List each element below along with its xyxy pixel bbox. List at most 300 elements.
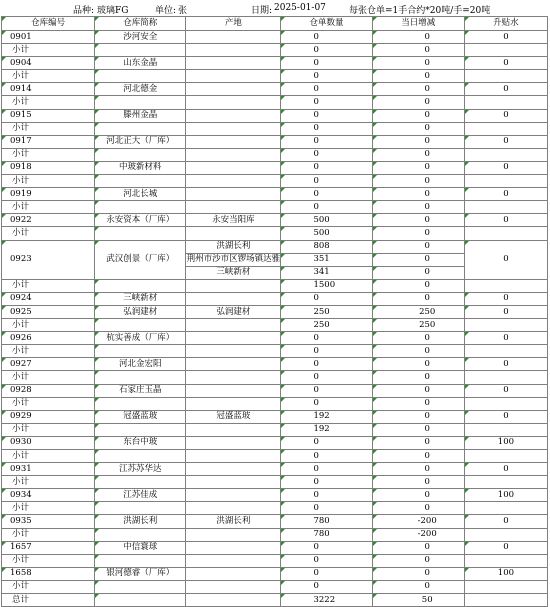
empty-cell xyxy=(464,397,547,410)
table-row xyxy=(2,31,548,44)
origin-place xyxy=(186,332,281,345)
subtotal-label: 小计 xyxy=(2,319,95,332)
premium: 0 xyxy=(464,358,547,371)
subtotal-qty: 0 xyxy=(281,175,372,188)
premium: 0 xyxy=(464,410,547,423)
empty-cell xyxy=(464,227,547,240)
col-header-change: 当日增减 xyxy=(372,17,464,31)
warehouse-code: 1657 xyxy=(2,541,95,554)
premium: 0 xyxy=(464,57,547,70)
premium: 0 xyxy=(464,109,547,122)
receipt-qty: 0 xyxy=(281,31,372,44)
empty-cell xyxy=(186,502,281,515)
warehouse-name: 河北长城 xyxy=(95,188,186,201)
subtotal-qty: 0 xyxy=(281,476,372,489)
empty-cell xyxy=(186,96,281,109)
empty-cell xyxy=(464,594,547,607)
empty-cell xyxy=(186,397,281,410)
empty-cell xyxy=(464,279,547,292)
receipt-qty: 0 xyxy=(281,135,372,148)
table-row xyxy=(2,161,548,174)
subtotal-change: 0 xyxy=(372,423,464,436)
subtotal-qty: 192 xyxy=(281,423,372,436)
subtotal-qty: 0 xyxy=(281,397,372,410)
warehouse-name: 杭实善成（厂库） xyxy=(95,332,186,345)
daily-change: -200 xyxy=(372,515,464,528)
daily-change: 0 xyxy=(372,240,464,253)
subtotal-label: 小计 xyxy=(2,227,95,240)
subtotal-row xyxy=(2,397,548,410)
subtotal-qty: 0 xyxy=(281,70,372,83)
subtotal-qty: 0 xyxy=(281,96,372,109)
subtotal-label: 小计 xyxy=(2,345,95,358)
origin-place xyxy=(186,384,281,397)
receipt-qty: 0 xyxy=(281,384,372,397)
subtotal-qty: 0 xyxy=(281,148,372,161)
subtotal-label: 小计 xyxy=(2,423,95,436)
warehouse-code: 0924 xyxy=(2,292,95,305)
empty-cell xyxy=(186,528,281,541)
premium: 0 xyxy=(464,240,547,279)
subtotal-row xyxy=(2,227,548,240)
receipt-qty: 0 xyxy=(281,161,372,174)
empty-cell xyxy=(186,148,281,161)
variety-value: 玻璃FG xyxy=(97,6,129,16)
subtotal-change: 0 xyxy=(372,397,464,410)
warehouse-name: 沙河安全 xyxy=(95,31,186,44)
table-row xyxy=(2,292,548,305)
subtotal-qty: 1500 xyxy=(281,279,372,292)
empty-cell xyxy=(95,175,186,188)
warehouse-name: 中信寰球 xyxy=(95,541,186,554)
subtotal-row xyxy=(2,345,548,358)
subtotal-change: 0 xyxy=(372,44,464,57)
warehouse-name: 河北正大（厂库） xyxy=(95,135,186,148)
daily-change: 0 xyxy=(372,332,464,345)
empty-cell xyxy=(95,580,186,593)
subtotal-row xyxy=(2,44,548,57)
daily-change: 0 xyxy=(372,135,464,148)
subtotal-row xyxy=(2,502,548,515)
empty-cell xyxy=(186,279,281,292)
origin-place: 冠盛蓝玻 xyxy=(186,410,281,423)
warehouse-name: 中玻新材料 xyxy=(95,161,186,174)
empty-cell xyxy=(95,476,186,489)
empty-cell xyxy=(464,450,547,463)
premium: 100 xyxy=(464,567,547,580)
table-row xyxy=(2,463,548,476)
premium: 0 xyxy=(464,515,547,528)
subtotal-label: 小计 xyxy=(2,279,95,292)
table-row xyxy=(2,109,548,122)
receipt-qty: 780 xyxy=(281,515,372,528)
premium: 0 xyxy=(464,161,547,174)
col-header-place: 产地 xyxy=(186,17,281,31)
table-body xyxy=(2,31,548,607)
premium: 100 xyxy=(464,436,547,449)
subtotal-change: 0 xyxy=(372,227,464,240)
table-row xyxy=(2,214,548,227)
subtotal-row xyxy=(2,148,548,161)
warehouse-code: 0914 xyxy=(2,83,95,96)
warehouse-code: 0934 xyxy=(2,489,95,502)
empty-cell xyxy=(95,70,186,83)
daily-change: 0 xyxy=(372,253,464,266)
col-header-premium: 升贴水 xyxy=(464,17,547,31)
origin-place xyxy=(186,109,281,122)
subtotal-label: 小计 xyxy=(2,96,95,109)
subtotal-change: 0 xyxy=(372,201,464,214)
receipt-qty: 250 xyxy=(281,305,372,318)
subtotal-qty: 0 xyxy=(281,554,372,567)
empty-cell xyxy=(464,122,547,135)
empty-cell xyxy=(464,476,547,489)
warehouse-name: 山东金晶 xyxy=(95,57,186,70)
table-row xyxy=(2,57,548,70)
subtotal-row xyxy=(2,594,548,607)
origin-place xyxy=(186,188,281,201)
subtotal-label: 小计 xyxy=(2,122,95,135)
receipt-qty: 0 xyxy=(281,292,372,305)
receipt-qty: 0 xyxy=(281,541,372,554)
empty-cell xyxy=(464,319,547,332)
empty-cell xyxy=(464,502,547,515)
subtotal-row xyxy=(2,70,548,83)
col-header-name: 仓库简称 xyxy=(95,17,186,31)
empty-cell xyxy=(95,319,186,332)
subtotal-change: 0 xyxy=(372,345,464,358)
subtotal-row xyxy=(2,554,548,567)
unit-label: 单位: xyxy=(155,6,177,16)
receipt-qty: 0 xyxy=(281,463,372,476)
receipt-qty: 0 xyxy=(281,489,372,502)
empty-cell xyxy=(464,201,547,214)
subtotal-row xyxy=(2,528,548,541)
empty-cell xyxy=(95,528,186,541)
empty-cell xyxy=(186,476,281,489)
empty-cell xyxy=(95,371,186,384)
empty-cell xyxy=(464,528,547,541)
table-row xyxy=(2,240,548,253)
warehouse-name: 冠盛蓝玻 xyxy=(95,410,186,423)
empty-cell xyxy=(464,345,547,358)
receipt-qty: 0 xyxy=(281,436,372,449)
warehouse-code: 0904 xyxy=(2,57,95,70)
subtotal-change: 0 xyxy=(372,122,464,135)
subtotal-label: 小计 xyxy=(2,148,95,161)
empty-cell xyxy=(95,502,186,515)
subtotal-label: 小计 xyxy=(2,528,95,541)
empty-cell xyxy=(95,122,186,135)
col-header-qty: 仓单数量 xyxy=(281,17,372,31)
premium: 100 xyxy=(464,489,547,502)
empty-cell xyxy=(95,279,186,292)
subtotal-change: 0 xyxy=(372,476,464,489)
empty-cell xyxy=(464,175,547,188)
subtotal-qty: 250 xyxy=(281,319,372,332)
origin-place xyxy=(186,135,281,148)
table-row xyxy=(2,489,548,502)
subtotal-row xyxy=(2,201,548,214)
empty-cell xyxy=(464,96,547,109)
table-row xyxy=(2,135,548,148)
empty-cell xyxy=(95,44,186,57)
empty-cell xyxy=(95,450,186,463)
subtotal-label: 小计 xyxy=(2,450,95,463)
origin-place: 弘润建材 xyxy=(186,305,281,318)
empty-cell xyxy=(464,70,547,83)
receipt-qty: 192 xyxy=(281,410,372,423)
empty-cell xyxy=(186,175,281,188)
subtotal-qty: 0 xyxy=(281,580,372,593)
daily-change: 0 xyxy=(372,266,464,279)
daily-change: 250 xyxy=(372,305,464,318)
table-row xyxy=(2,358,548,371)
origin-place: 洪湖长利 xyxy=(186,515,281,528)
warehouse-name: 东台中玻 xyxy=(95,436,186,449)
warehouse-code: 0915 xyxy=(2,109,95,122)
subtotal-row xyxy=(2,423,548,436)
subtotal-label: 小计 xyxy=(2,371,95,384)
origin-place: 永安当阳库 xyxy=(186,214,281,227)
empty-cell xyxy=(186,554,281,567)
subtotal-label: 小计 xyxy=(2,201,95,214)
subtotal-row xyxy=(2,175,548,188)
daily-change: 0 xyxy=(372,83,464,96)
warehouse-name: 永安资本（厂库） xyxy=(95,214,186,227)
subtotal-label: 小计 xyxy=(2,70,95,83)
empty-cell xyxy=(95,148,186,161)
warehouse-code: 0918 xyxy=(2,161,95,174)
subtotal-row xyxy=(2,476,548,489)
receipt-qty: 0 xyxy=(281,332,372,345)
premium: 0 xyxy=(464,188,547,201)
table-row xyxy=(2,305,548,318)
empty-cell xyxy=(186,594,281,607)
subtotal-change: 0 xyxy=(372,175,464,188)
daily-change: 0 xyxy=(372,384,464,397)
empty-cell xyxy=(186,423,281,436)
subtotal-row xyxy=(2,580,548,593)
receipt-qty: 500 xyxy=(281,214,372,227)
origin-place xyxy=(186,567,281,580)
date-label: 日期: xyxy=(251,6,273,16)
daily-change: 0 xyxy=(372,436,464,449)
table-row xyxy=(2,410,548,423)
empty-cell xyxy=(186,122,281,135)
warehouse-name: 武汉创景（厂库） xyxy=(95,240,186,279)
premium: 0 xyxy=(464,463,547,476)
empty-cell xyxy=(186,450,281,463)
empty-cell xyxy=(95,227,186,240)
receipt-qty: 0 xyxy=(281,57,372,70)
empty-cell xyxy=(186,319,281,332)
premium: 0 xyxy=(464,541,547,554)
warehouse-name: 石家庄玉晶 xyxy=(95,384,186,397)
subtotal-qty: 0 xyxy=(281,371,372,384)
subtotal-label: 小计 xyxy=(2,175,95,188)
subtotal-change: 0 xyxy=(372,148,464,161)
receipt-qty: 0 xyxy=(281,83,372,96)
warehouse-code: 0927 xyxy=(2,358,95,371)
warehouse-name: 河北金宏阳 xyxy=(95,358,186,371)
daily-change: 0 xyxy=(372,463,464,476)
empty-cell xyxy=(186,371,281,384)
premium: 0 xyxy=(464,384,547,397)
variety-label: 品种: xyxy=(73,6,95,16)
receipt-qty: 341 xyxy=(281,266,372,279)
empty-cell xyxy=(95,345,186,358)
subtotal-row xyxy=(2,371,548,384)
empty-cell xyxy=(464,554,547,567)
warehouse-code: 0929 xyxy=(2,410,95,423)
subtotal-qty: 0 xyxy=(281,44,372,57)
warehouse-name: 弘润建材 xyxy=(95,305,186,318)
subtotal-label: 小计 xyxy=(2,44,95,57)
warehouse-code: 0919 xyxy=(2,188,95,201)
receipt-qty: 808 xyxy=(281,240,372,253)
subtotal-change: 0 xyxy=(372,450,464,463)
daily-change: 0 xyxy=(372,292,464,305)
premium: 0 xyxy=(464,135,547,148)
warehouse-code: 0928 xyxy=(2,384,95,397)
receipt-qty: 0 xyxy=(281,567,372,580)
warehouse-receipt-table xyxy=(1,16,548,607)
warehouse-name: 滕州金晶 xyxy=(95,109,186,122)
subtotal-label: 总计 xyxy=(2,594,95,607)
table-row xyxy=(2,384,548,397)
daily-change: 0 xyxy=(372,567,464,580)
table-row xyxy=(2,515,548,528)
table-row xyxy=(2,188,548,201)
subtotal-row xyxy=(2,319,548,332)
empty-cell xyxy=(186,227,281,240)
subtotal-row xyxy=(2,450,548,463)
subtotal-qty: 0 xyxy=(281,122,372,135)
subtotal-qty: 0 xyxy=(281,201,372,214)
daily-change: 0 xyxy=(372,109,464,122)
empty-cell xyxy=(95,594,186,607)
subtotal-label: 小计 xyxy=(2,580,95,593)
empty-cell xyxy=(95,201,186,214)
table-row xyxy=(2,436,548,449)
warehouse-code: 0925 xyxy=(2,305,95,318)
premium: 0 xyxy=(464,292,547,305)
table-row xyxy=(2,83,548,96)
subtotal-qty: 0 xyxy=(281,502,372,515)
warehouse-code: 0901 xyxy=(2,31,95,44)
receipt-qty: 0 xyxy=(281,358,372,371)
subtotal-qty: 0 xyxy=(281,450,372,463)
subtotal-change: 0 xyxy=(372,279,464,292)
empty-cell xyxy=(95,397,186,410)
origin-place xyxy=(186,436,281,449)
empty-cell xyxy=(186,345,281,358)
origin-place xyxy=(186,489,281,502)
table-row xyxy=(2,567,548,580)
subtotal-label: 小计 xyxy=(2,476,95,489)
report-header xyxy=(0,0,550,16)
warehouse-name: 洪湖长利 xyxy=(95,515,186,528)
unit-value: 张 xyxy=(178,6,188,16)
subtotal-label: 小计 xyxy=(2,397,95,410)
warehouse-name: 河北德金 xyxy=(95,83,186,96)
empty-cell xyxy=(95,554,186,567)
subtotal-change: 0 xyxy=(372,554,464,567)
subtotal-change: 0 xyxy=(372,70,464,83)
warehouse-name: 江苏苏华达 xyxy=(95,463,186,476)
premium: 0 xyxy=(464,83,547,96)
origin-place xyxy=(186,31,281,44)
subtotal-row xyxy=(2,122,548,135)
table-header-row xyxy=(2,17,548,31)
subtotal-label: 小计 xyxy=(2,554,95,567)
col-header-code: 仓库编号 xyxy=(2,17,95,31)
subtotal-change: 0 xyxy=(372,96,464,109)
table-row xyxy=(2,541,548,554)
subtotal-qty: 780 xyxy=(281,528,372,541)
subtotal-change: 250 xyxy=(372,319,464,332)
origin-place xyxy=(186,292,281,305)
warehouse-name: 银河德睿（厂库） xyxy=(95,567,186,580)
origin-place xyxy=(186,463,281,476)
table-row xyxy=(2,332,548,345)
premium: 0 xyxy=(464,332,547,345)
subtotal-row xyxy=(2,279,548,292)
warehouse-code: 0922 xyxy=(2,214,95,227)
daily-change: 0 xyxy=(372,31,464,44)
premium: 0 xyxy=(464,305,547,318)
warehouse-code: 0931 xyxy=(2,463,95,476)
empty-cell xyxy=(95,96,186,109)
subtotal-qty: 500 xyxy=(281,227,372,240)
empty-cell xyxy=(464,44,547,57)
subtotal-label: 小计 xyxy=(2,502,95,515)
empty-cell xyxy=(95,423,186,436)
subtotal-qty: 0 xyxy=(281,345,372,358)
warehouse-code: 0923 xyxy=(2,240,95,279)
daily-change: 0 xyxy=(372,489,464,502)
warehouse-name: 三峡新材 xyxy=(95,292,186,305)
receipt-qty: 0 xyxy=(281,109,372,122)
origin-place xyxy=(186,57,281,70)
empty-cell xyxy=(186,201,281,214)
empty-cell xyxy=(464,423,547,436)
warehouse-code: 0935 xyxy=(2,515,95,528)
subtotal-qty: 3222 xyxy=(281,594,372,607)
empty-cell xyxy=(186,44,281,57)
origin-place xyxy=(186,358,281,371)
subtotal-row xyxy=(2,96,548,109)
subtotal-change: 0 xyxy=(372,502,464,515)
empty-cell xyxy=(464,580,547,593)
subtotal-change: 50 xyxy=(372,594,464,607)
origin-place: 洪湖长利 xyxy=(186,240,281,253)
daily-change: 0 xyxy=(372,410,464,423)
daily-change: 0 xyxy=(372,358,464,371)
empty-cell xyxy=(186,70,281,83)
empty-cell xyxy=(186,580,281,593)
daily-change: 0 xyxy=(372,57,464,70)
daily-change: 0 xyxy=(372,214,464,227)
warehouse-code: 0917 xyxy=(2,135,95,148)
premium: 0 xyxy=(464,214,547,227)
origin-place: 荆州市沙市区锣场镇达雅 xyxy=(186,253,281,266)
warehouse-code: 0930 xyxy=(2,436,95,449)
origin-place: 三峡新材 xyxy=(186,266,281,279)
origin-place xyxy=(186,83,281,96)
conversion-note: 每张仓单=1手合约*20吨/手=20吨 xyxy=(349,6,491,16)
